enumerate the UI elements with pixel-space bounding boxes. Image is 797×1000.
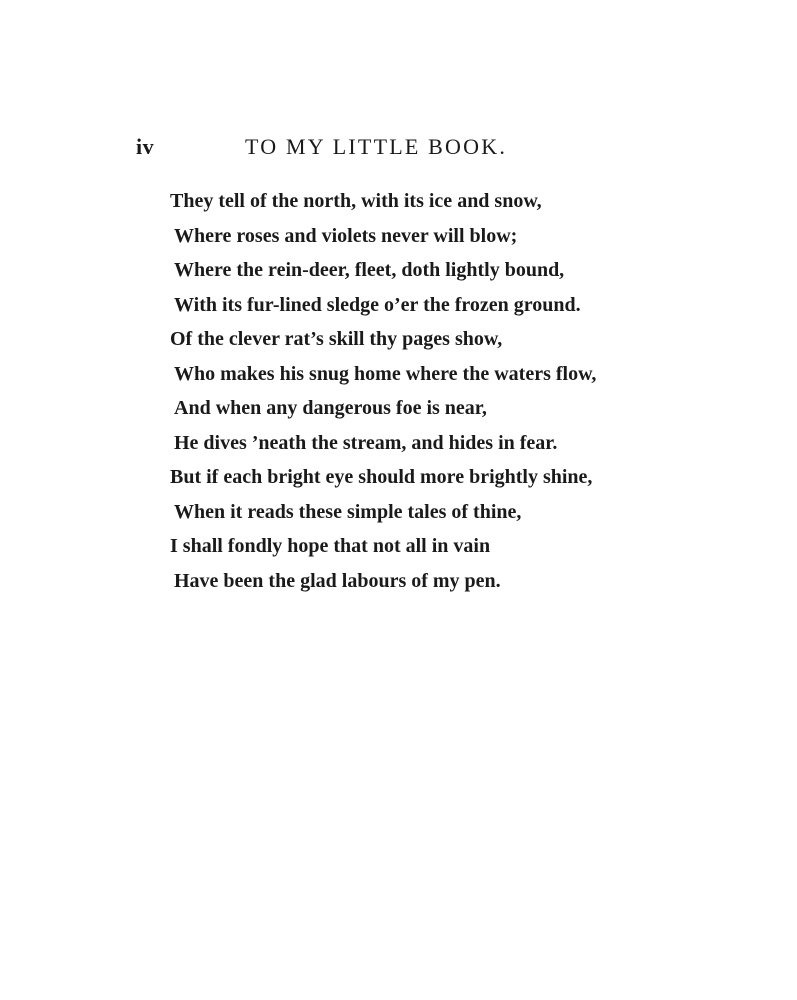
poem-line-3: Where the rein-deer, fleet, doth lightly bound, bbox=[174, 259, 565, 281]
poem-line-7: And when any dangerous foe is near, bbox=[174, 397, 487, 419]
poem-line-4: With its fur-lined sledge o’er the frozen ground. bbox=[174, 293, 581, 316]
poem bbox=[170, 184, 596, 598]
poem-line-12: Have been the glad labours of my pen. bbox=[174, 569, 501, 592]
poem-line-6: Who makes his snug home where the waters flow, bbox=[174, 362, 597, 385]
poem-line-11: I shall fondly hope that not all in vain bbox=[170, 535, 491, 557]
poem-line-1: They tell of the north, with its ice and snow, bbox=[170, 190, 542, 212]
poem-line-5: Of the clever rat’s skill thy pages show, bbox=[170, 328, 503, 350]
poem-line-2: Where roses and violets never will blow; bbox=[174, 224, 518, 247]
poem-line-8: He dives ’neath the stream, and hides in fear. bbox=[174, 431, 558, 454]
poem-line-9: But if each bright eye should more brightly shine, bbox=[170, 466, 593, 488]
poem-line-10: When it reads these simple tales of thine, bbox=[174, 500, 522, 523]
page-number: iv bbox=[136, 134, 155, 159]
running-head-title: TO MY LITTLE BOOK. bbox=[245, 134, 508, 159]
